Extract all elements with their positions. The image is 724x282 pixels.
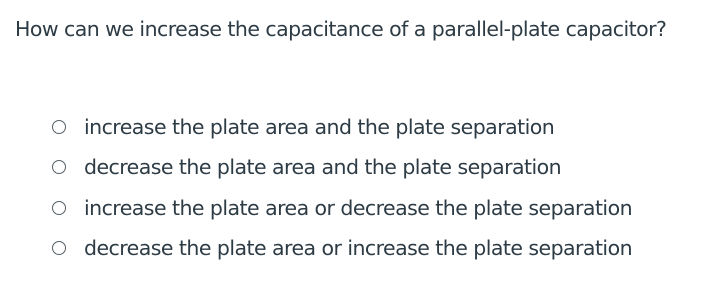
radio-button[interactable]	[52, 120, 66, 134]
answer-option[interactable]	[52, 233, 632, 263]
question-text: How can we increase the capacitance of a parallel-plate capacitor?	[15, 17, 667, 41]
answer-option[interactable]	[52, 193, 632, 223]
answer-label: decrease the plate area and the plate separation	[84, 155, 562, 179]
answer-label: increase the plate area or decrease the plate separation	[84, 196, 633, 220]
answer-option[interactable]	[52, 112, 554, 142]
radio-button[interactable]	[52, 201, 66, 215]
answer-label: increase the plate area and the plate separation	[84, 115, 555, 139]
radio-button[interactable]	[52, 160, 66, 174]
answer-option[interactable]	[52, 152, 561, 182]
answer-label: decrease the plate area or increase the plate separation	[84, 236, 633, 260]
radio-button[interactable]	[52, 241, 66, 255]
